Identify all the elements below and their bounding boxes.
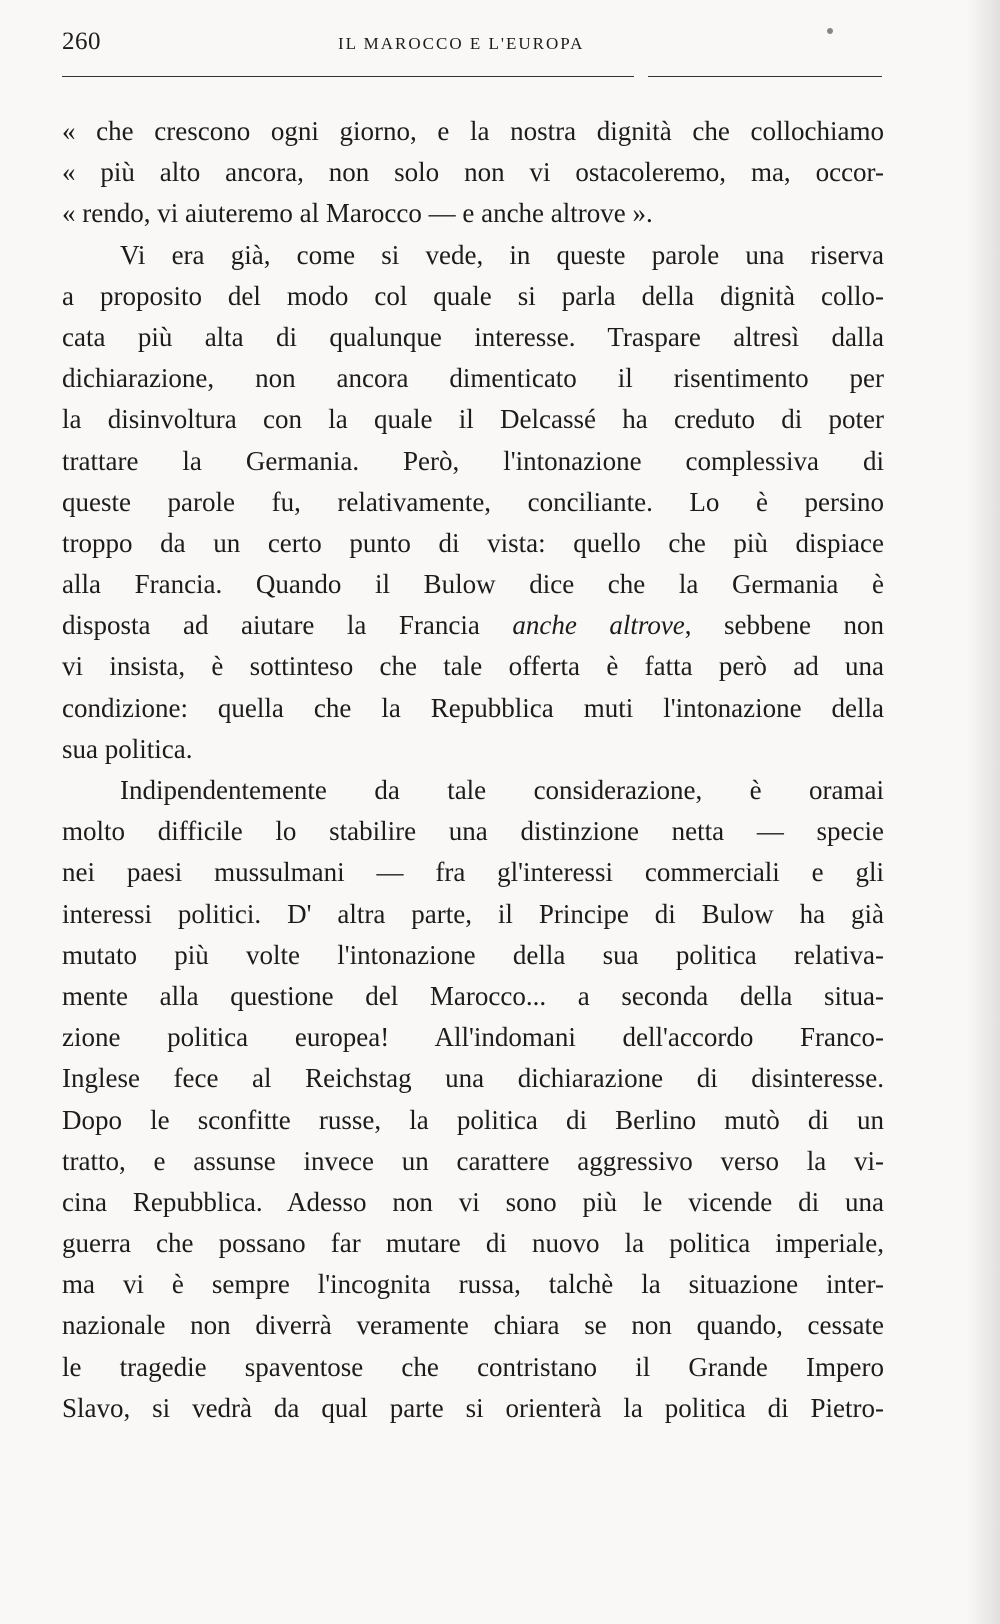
page-edge-shadow: [966, 0, 1000, 1624]
text-line: « che crescono ogni giorno, e la nostra dignità che collochiamo: [62, 116, 884, 146]
text-line: sua politica.: [62, 733, 193, 764]
text-segment: , sebbene non: [684, 610, 884, 641]
text-line: mente alla questione del Marocco... a seconda della situa-: [62, 980, 884, 1011]
text-line: le tragedie spaventose che contristano il Grande Impero: [62, 1351, 884, 1382]
text-line: « più alto ancora, non solo non vi ostacoleremo, ma, occor-: [62, 157, 884, 188]
text-line: tratto, e assunse invece un carattere aggressivo verso la vi-: [62, 1145, 884, 1176]
text-line: troppo da un certo punto di vista: quello che più dispiace: [62, 527, 884, 558]
text-line: trattare la Germania. Però, l'intonazione complessiva di: [62, 445, 884, 476]
text-line: nazionale non diverrà veramente chiara se non quando, cessate: [62, 1310, 884, 1341]
text-line: Dopo le sconfitte russe, la politica di Berlino mutò di un: [62, 1104, 884, 1135]
text-line: Slavo, si vedrà da qual parte si orienterà la politica di Pietro-: [62, 1392, 884, 1423]
ink-speck: [827, 28, 833, 34]
page-number: 260: [62, 28, 101, 55]
page-header: [62, 28, 882, 64]
text-line: condizione: quella che la Repubblica muti l'intonazione della: [62, 692, 884, 723]
text-line: queste parole fu, relativamente, conciliante. Lo è persino: [62, 486, 884, 517]
text-line: Indipendentemente da tale considerazione, è oramai: [120, 775, 884, 805]
text-line: la disinvoltura con la quale il Delcassé ha creduto di poter: [62, 404, 884, 435]
text-line: interessi politici. D' altra parte, il Principe di Bulow ha già: [62, 898, 884, 929]
body-text: [62, 111, 884, 1429]
text-line: a proposito del modo col quale si parla della dignità collo-: [62, 280, 884, 311]
text-line: guerra che possano far mutare di nuovo la politica imperiale,: [62, 1228, 884, 1259]
text-line: Vi era già, come si vede, in queste parole una riserva: [120, 239, 884, 270]
text-line: « rendo, vi aiuteremo al Marocco — e anche altrove ».: [62, 198, 653, 229]
text-line: molto difficile lo stabilire una distinzione netta — specie: [62, 816, 884, 847]
text-line: dichiarazione, non ancora dimenticato il risentimento per: [62, 363, 884, 394]
text-line: cina Repubblica. Adesso non vi sono più le vicende di una: [62, 1186, 884, 1217]
text-line: nei paesi mussulmani — fra gl'interessi commerciali e gli: [62, 857, 884, 888]
text-line: zione politica europea! All'indomani dell'accordo Franco-: [62, 1022, 884, 1053]
running-head: IL MAROCCO E L'EUROPA: [338, 34, 585, 53]
italic-phrase: anche altrove: [512, 610, 685, 641]
text-segment: disposta ad aiutare la Francia: [62, 610, 480, 641]
text-line: cata più alta di qualunque interesse. Traspare altresì dalla: [62, 321, 884, 352]
text-line: mutato più volte l'intonazione della sua politica relativa-: [62, 939, 884, 970]
header-rule-right: [648, 76, 882, 77]
text-line: alla Francia. Quando il Bulow dice che la Germania è: [62, 569, 884, 600]
text-line-mixed: [62, 605, 884, 646]
text-line: vi insista, è sottinteso che tale offerta è fatta però ad una: [62, 651, 884, 682]
text-line: Inglese fece al Reichstag una dichiarazione di disinteresse.: [62, 1063, 884, 1094]
header-rule-left: [62, 76, 634, 77]
text-line: ma vi è sempre l'incognita russa, talchè la situazione inter-: [62, 1269, 884, 1300]
